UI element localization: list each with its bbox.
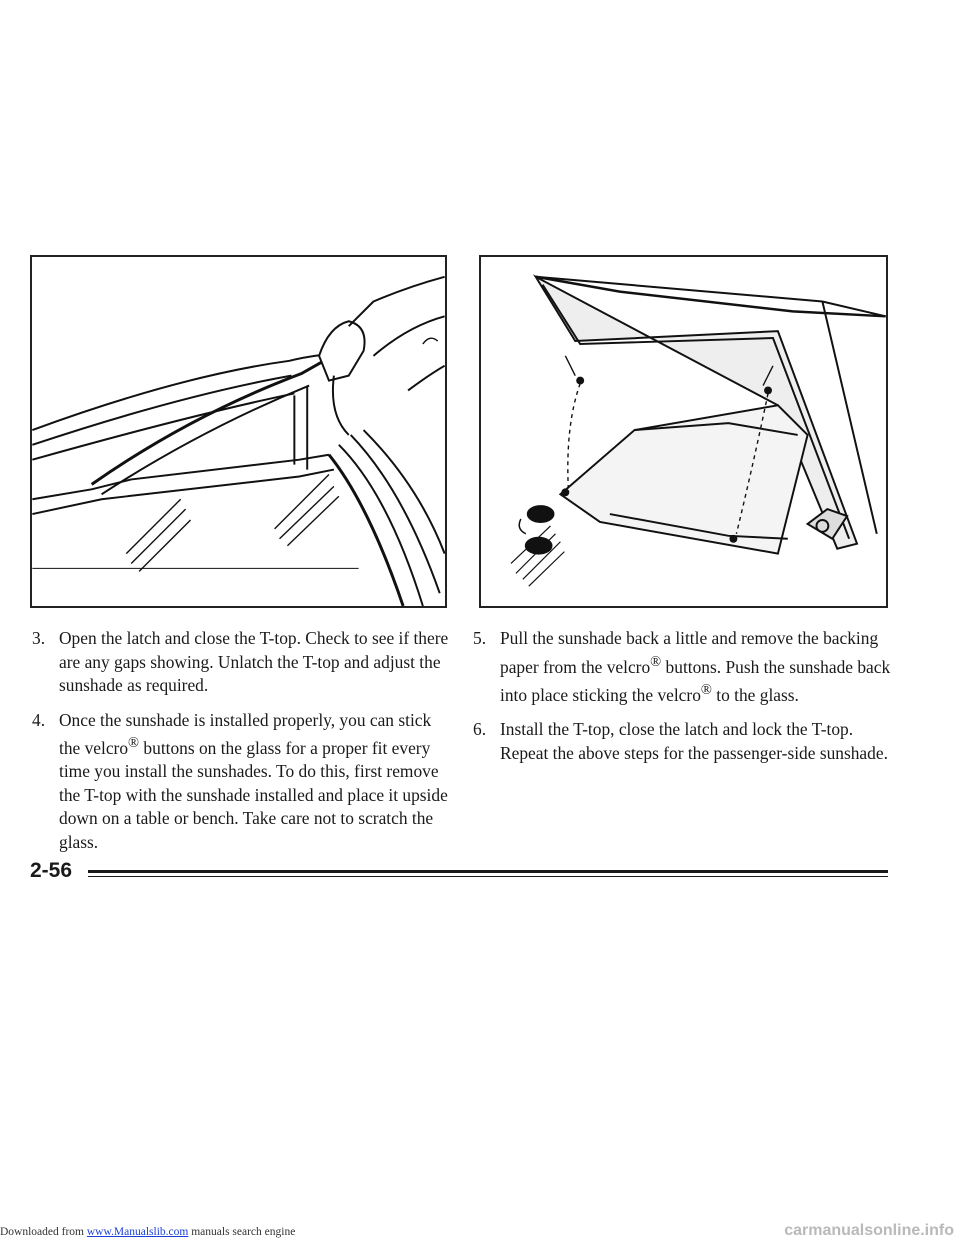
registered-mark: ® — [650, 653, 662, 670]
step-text: Open the latch and close the T-top. Check to see if there are any gaps showing. Unlatch the T-top and adjust the sunshade as required. — [59, 628, 449, 695]
step-text-part: buttons on the glass for a proper fit every time you install the sunshades. To do this, first remove the T-top with the sunshade installed and place it upside down on a table or bench. Take care not to scratch the glass. — [59, 737, 448, 852]
manualslib-link[interactable]: www.Manualslib.com — [86, 1226, 189, 1238]
step-6 — [473, 718, 903, 765]
sunshade-velcro-illustration — [479, 255, 888, 608]
header-suffix: manuals search engine — [188, 1226, 296, 1238]
step-text: Install the T-top, close the latch and lock the T-top. Repeat the above steps for the passenger-side sunshade. — [500, 719, 888, 763]
download-header — [0, 1226, 295, 1238]
step-4 — [32, 709, 452, 855]
step-text-part: Pull the sunshade back a little and remove the backing paper from the velcro — [500, 628, 879, 677]
step-number: 5. — [473, 628, 487, 648]
step-number: 3. — [32, 628, 46, 648]
t-top-latch-illustration — [30, 255, 447, 608]
step-text — [500, 627, 903, 707]
right-step-list — [473, 627, 903, 776]
registered-mark: ® — [128, 735, 140, 751]
step-text — [59, 709, 452, 855]
registered-mark: ® — [700, 681, 712, 698]
page-number: 2-56 — [30, 859, 73, 882]
header-prefix: Downloaded from — [0, 1226, 87, 1238]
step-text-part: Once the sunshade is installed properly, you can stick the velcro — [59, 709, 432, 758]
step-3 — [32, 627, 452, 698]
watermark: carmanualsonline.info — [784, 1222, 954, 1239]
step-number: 4. — [32, 709, 46, 730]
footer-rule-thin — [88, 876, 888, 877]
step-text-part: to the glass. — [711, 684, 799, 705]
footer-rule — [88, 870, 888, 873]
left-step-list — [32, 627, 452, 865]
step-number: 6. — [473, 719, 487, 740]
step-5 — [473, 627, 903, 707]
step-text-part: buttons. Push the sunshade back into place sticking the velcro — [500, 656, 891, 705]
